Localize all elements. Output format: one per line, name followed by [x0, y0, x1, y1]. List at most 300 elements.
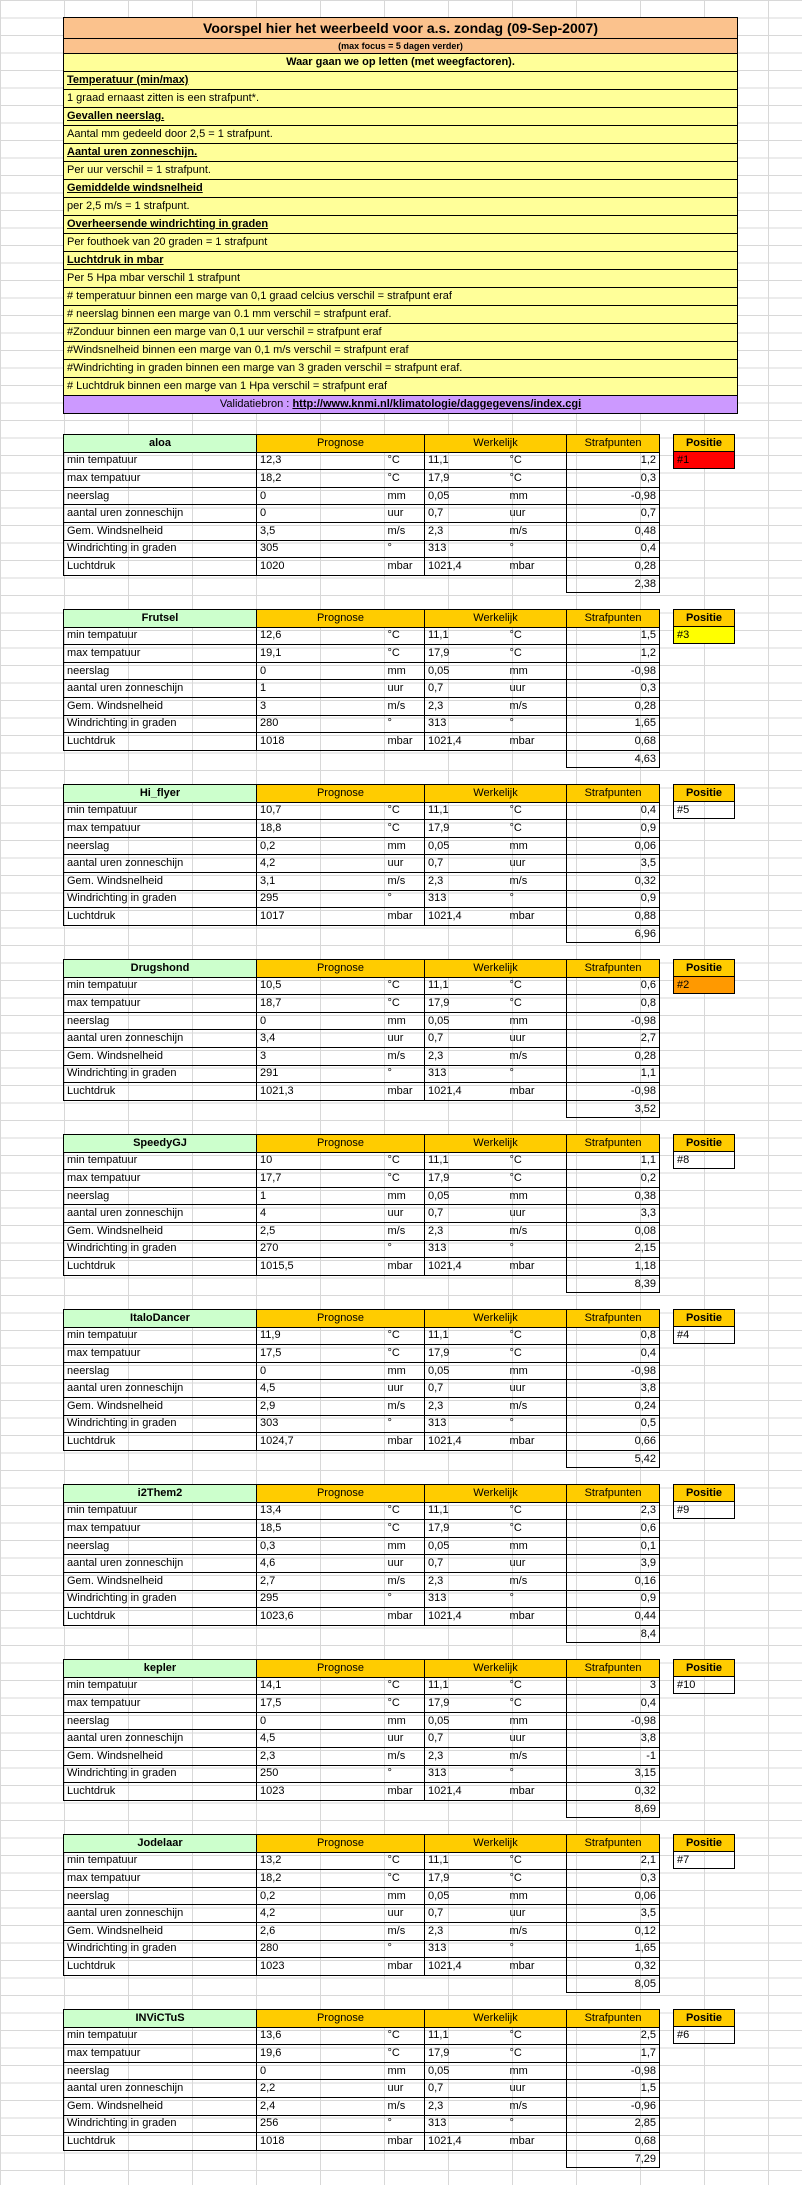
- prognose-value[interactable]: 280: [257, 715, 385, 733]
- position-value[interactable]: #10: [673, 1677, 735, 1694]
- actual-value[interactable]: 313: [425, 715, 507, 733]
- strafpunten-value[interactable]: 0,5: [567, 1415, 660, 1433]
- prognose-header[interactable]: Prognose: [257, 1485, 425, 1503]
- actual-unit[interactable]: °: [507, 1065, 567, 1083]
- prognose-unit[interactable]: °C: [385, 1345, 425, 1363]
- actual-unit[interactable]: °: [507, 1940, 567, 1958]
- prognose-value[interactable]: 18,7: [257, 995, 385, 1013]
- row-label[interactable]: min tempatuur: [64, 1502, 257, 1520]
- position-value[interactable]: #5: [673, 802, 735, 819]
- prognose-value[interactable]: 256: [257, 2115, 385, 2133]
- position-value[interactable]: #7: [673, 1852, 735, 1869]
- prognose-header[interactable]: Prognose: [257, 1310, 425, 1328]
- prognose-unit[interactable]: mbar: [385, 1433, 425, 1451]
- actual-value[interactable]: 0,05: [425, 1012, 507, 1030]
- prognose-value[interactable]: 17,7: [257, 1170, 385, 1188]
- actual-unit[interactable]: uur: [507, 2080, 567, 2098]
- prognose-unit[interactable]: uur: [385, 680, 425, 698]
- row-label[interactable]: neerslag: [64, 837, 257, 855]
- row-label[interactable]: min tempatuur: [64, 1327, 257, 1345]
- row-label[interactable]: max tempatuur: [64, 995, 257, 1013]
- player-name[interactable]: INViCTuS: [64, 2010, 257, 2028]
- actual-unit[interactable]: °C: [507, 1520, 567, 1538]
- player-name[interactable]: SpeedyGJ: [64, 1135, 257, 1153]
- prognose-unit[interactable]: mm: [385, 1362, 425, 1380]
- actual-unit[interactable]: °C: [507, 1327, 567, 1345]
- row-label[interactable]: Windrichting in graden: [64, 1240, 257, 1258]
- prognose-value[interactable]: 0: [257, 1362, 385, 1380]
- strafpunten-value[interactable]: 0,8: [567, 1327, 660, 1345]
- strafpunten-value[interactable]: 0,9: [567, 820, 660, 838]
- actual-unit[interactable]: uur: [507, 1730, 567, 1748]
- werkelijk-header[interactable]: Werkelijk: [425, 1135, 567, 1153]
- row-label[interactable]: neerslag: [64, 1012, 257, 1030]
- prognose-value[interactable]: 1: [257, 680, 385, 698]
- prognose-unit[interactable]: °C: [385, 627, 425, 645]
- strafpunten-header[interactable]: Strafpunten: [567, 960, 660, 978]
- strafpunten-value[interactable]: -0,98: [567, 1083, 660, 1101]
- prognose-unit[interactable]: uur: [385, 855, 425, 873]
- actual-unit[interactable]: m/s: [507, 2097, 567, 2115]
- row-label[interactable]: neerslag: [64, 1362, 257, 1380]
- actual-unit[interactable]: mm: [507, 1012, 567, 1030]
- prognose-unit[interactable]: °C: [385, 820, 425, 838]
- actual-unit[interactable]: m/s: [507, 1747, 567, 1765]
- prognose-value[interactable]: 1015,5: [257, 1258, 385, 1276]
- row-label[interactable]: Windrichting in graden: [64, 2115, 257, 2133]
- actual-value[interactable]: 0,7: [425, 1380, 507, 1398]
- row-label[interactable]: min tempatuur: [64, 452, 257, 470]
- strafpunten-value[interactable]: -0,98: [567, 2062, 660, 2080]
- prognose-unit[interactable]: mbar: [385, 1783, 425, 1801]
- prognose-unit[interactable]: °: [385, 2115, 425, 2133]
- prognose-value[interactable]: 1024,7: [257, 1433, 385, 1451]
- prognose-value[interactable]: 295: [257, 890, 385, 908]
- actual-unit[interactable]: uur: [507, 1555, 567, 1573]
- actual-value[interactable]: 0,7: [425, 1555, 507, 1573]
- strafpunten-value[interactable]: 0,28: [567, 697, 660, 715]
- prognose-value[interactable]: 291: [257, 1065, 385, 1083]
- total-strafpunten[interactable]: 3,52: [567, 1100, 660, 1118]
- prognose-value[interactable]: 0,2: [257, 1887, 385, 1905]
- prognose-header[interactable]: Prognose: [257, 960, 425, 978]
- actual-value[interactable]: 2,3: [425, 522, 507, 540]
- strafpunten-value[interactable]: 0,88: [567, 908, 660, 926]
- prognose-value[interactable]: 1017: [257, 908, 385, 926]
- actual-value[interactable]: 11,1: [425, 1677, 507, 1695]
- prognose-unit[interactable]: mm: [385, 837, 425, 855]
- actual-unit[interactable]: °C: [507, 1152, 567, 1170]
- actual-value[interactable]: 1021,4: [425, 1083, 507, 1101]
- actual-unit[interactable]: mbar: [507, 1083, 567, 1101]
- actual-unit[interactable]: mm: [507, 1537, 567, 1555]
- prognose-value[interactable]: 2,5: [257, 1222, 385, 1240]
- actual-value[interactable]: 2,3: [425, 1922, 507, 1940]
- prognose-header[interactable]: Prognose: [257, 2010, 425, 2028]
- strafpunten-value[interactable]: 1,1: [567, 1152, 660, 1170]
- actual-value[interactable]: 17,9: [425, 1695, 507, 1713]
- strafpunten-value[interactable]: 0,4: [567, 802, 660, 820]
- strafpunten-value[interactable]: 0,32: [567, 1783, 660, 1801]
- prognose-value[interactable]: 3,4: [257, 1030, 385, 1048]
- row-label[interactable]: neerslag: [64, 2062, 257, 2080]
- actual-value[interactable]: 0,7: [425, 855, 507, 873]
- prognose-unit[interactable]: m/s: [385, 1922, 425, 1940]
- actual-unit[interactable]: °C: [507, 645, 567, 663]
- prognose-unit[interactable]: mbar: [385, 1083, 425, 1101]
- strafpunten-header[interactable]: Strafpunten: [567, 610, 660, 628]
- actual-unit[interactable]: mbar: [507, 733, 567, 751]
- row-label[interactable]: aantal uren zonneschijn: [64, 1030, 257, 1048]
- actual-value[interactable]: 1021,4: [425, 1258, 507, 1276]
- prognose-unit[interactable]: m/s: [385, 1572, 425, 1590]
- actual-value[interactable]: 313: [425, 2115, 507, 2133]
- strafpunten-value[interactable]: 0,44: [567, 1608, 660, 1626]
- actual-unit[interactable]: uur: [507, 1030, 567, 1048]
- prognose-unit[interactable]: °C: [385, 1152, 425, 1170]
- strafpunten-value[interactable]: 3,5: [567, 855, 660, 873]
- row-label[interactable]: Luchtdruk: [64, 558, 257, 576]
- strafpunten-value[interactable]: 3,15: [567, 1765, 660, 1783]
- prognose-value[interactable]: 1: [257, 1187, 385, 1205]
- actual-unit[interactable]: mbar: [507, 1958, 567, 1976]
- strafpunten-value[interactable]: 1,5: [567, 2080, 660, 2098]
- row-label[interactable]: neerslag: [64, 1887, 257, 1905]
- strafpunten-value[interactable]: 1,2: [567, 452, 660, 470]
- strafpunten-value[interactable]: 1,1: [567, 1065, 660, 1083]
- prognose-header[interactable]: Prognose: [257, 1135, 425, 1153]
- actual-value[interactable]: 2,3: [425, 2097, 507, 2115]
- player-name[interactable]: Hi_flyer: [64, 785, 257, 803]
- row-label[interactable]: Gem. Windsnelheid: [64, 1922, 257, 1940]
- prognose-value[interactable]: 4,6: [257, 1555, 385, 1573]
- werkelijk-header[interactable]: Werkelijk: [425, 435, 567, 453]
- prognose-value[interactable]: 18,2: [257, 470, 385, 488]
- actual-unit[interactable]: mm: [507, 1712, 567, 1730]
- prognose-unit[interactable]: mbar: [385, 1958, 425, 1976]
- werkelijk-header[interactable]: Werkelijk: [425, 785, 567, 803]
- prognose-unit[interactable]: °: [385, 715, 425, 733]
- strafpunten-value[interactable]: 0,48: [567, 522, 660, 540]
- prognose-header[interactable]: Prognose: [257, 785, 425, 803]
- prognose-value[interactable]: 250: [257, 1765, 385, 1783]
- row-label[interactable]: Gem. Windsnelheid: [64, 2097, 257, 2115]
- actual-unit[interactable]: m/s: [507, 522, 567, 540]
- werkelijk-header[interactable]: Werkelijk: [425, 1485, 567, 1503]
- actual-unit[interactable]: mm: [507, 2062, 567, 2080]
- prognose-unit[interactable]: mbar: [385, 2133, 425, 2151]
- actual-unit[interactable]: mm: [507, 1362, 567, 1380]
- row-label[interactable]: max tempatuur: [64, 1345, 257, 1363]
- prognose-value[interactable]: 11,9: [257, 1327, 385, 1345]
- prognose-value[interactable]: 4: [257, 1205, 385, 1223]
- actual-unit[interactable]: °: [507, 1415, 567, 1433]
- prognose-value[interactable]: 1023: [257, 1958, 385, 1976]
- row-label[interactable]: aantal uren zonneschijn: [64, 1905, 257, 1923]
- prognose-value[interactable]: 1018: [257, 733, 385, 751]
- total-strafpunten[interactable]: 4,63: [567, 750, 660, 768]
- prognose-value[interactable]: 18,5: [257, 1520, 385, 1538]
- actual-value[interactable]: 313: [425, 890, 507, 908]
- strafpunten-header[interactable]: Strafpunten: [567, 435, 660, 453]
- actual-value[interactable]: 2,3: [425, 1572, 507, 1590]
- row-label[interactable]: Gem. Windsnelheid: [64, 1747, 257, 1765]
- actual-value[interactable]: 1021,4: [425, 558, 507, 576]
- row-label[interactable]: Gem. Windsnelheid: [64, 1572, 257, 1590]
- werkelijk-header[interactable]: Werkelijk: [425, 1660, 567, 1678]
- actual-value[interactable]: 313: [425, 1590, 507, 1608]
- actual-value[interactable]: 1021,4: [425, 733, 507, 751]
- prognose-header[interactable]: Prognose: [257, 1660, 425, 1678]
- actual-value[interactable]: 1021,4: [425, 1783, 507, 1801]
- actual-value[interactable]: 0,05: [425, 1537, 507, 1555]
- prognose-unit[interactable]: °: [385, 1940, 425, 1958]
- actual-value[interactable]: 1021,4: [425, 1433, 507, 1451]
- actual-unit[interactable]: mm: [507, 1187, 567, 1205]
- prognose-unit[interactable]: mm: [385, 1887, 425, 1905]
- strafpunten-value[interactable]: -0,98: [567, 487, 660, 505]
- prognose-unit[interactable]: °: [385, 1765, 425, 1783]
- actual-unit[interactable]: °C: [507, 452, 567, 470]
- strafpunten-header[interactable]: Strafpunten: [567, 1660, 660, 1678]
- strafpunten-value[interactable]: 0,6: [567, 977, 660, 995]
- actual-value[interactable]: 313: [425, 1415, 507, 1433]
- row-label[interactable]: Luchtdruk: [64, 908, 257, 926]
- row-label[interactable]: aantal uren zonneschijn: [64, 505, 257, 523]
- strafpunten-value[interactable]: 0,32: [567, 1958, 660, 1976]
- row-label[interactable]: max tempatuur: [64, 1520, 257, 1538]
- row-label[interactable]: Luchtdruk: [64, 1433, 257, 1451]
- werkelijk-header[interactable]: Werkelijk: [425, 1310, 567, 1328]
- row-label[interactable]: min tempatuur: [64, 977, 257, 995]
- prognose-value[interactable]: 0: [257, 662, 385, 680]
- strafpunten-value[interactable]: 1,65: [567, 1940, 660, 1958]
- prognose-unit[interactable]: mm: [385, 662, 425, 680]
- actual-unit[interactable]: °: [507, 715, 567, 733]
- actual-value[interactable]: 17,9: [425, 820, 507, 838]
- strafpunten-value[interactable]: 0,6: [567, 1520, 660, 1538]
- prognose-value[interactable]: 2,9: [257, 1397, 385, 1415]
- actual-value[interactable]: 11,1: [425, 1327, 507, 1345]
- total-strafpunten[interactable]: 8,4: [567, 1625, 660, 1643]
- actual-value[interactable]: 313: [425, 1765, 507, 1783]
- actual-value[interactable]: 2,3: [425, 1222, 507, 1240]
- actual-unit[interactable]: mbar: [507, 1608, 567, 1626]
- actual-value[interactable]: 0,05: [425, 662, 507, 680]
- prognose-unit[interactable]: °C: [385, 1852, 425, 1870]
- prognose-value[interactable]: 3: [257, 1047, 385, 1065]
- actual-unit[interactable]: mm: [507, 662, 567, 680]
- row-label[interactable]: Luchtdruk: [64, 2133, 257, 2151]
- prognose-unit[interactable]: m/s: [385, 872, 425, 890]
- strafpunten-header[interactable]: Strafpunten: [567, 2010, 660, 2028]
- werkelijk-header[interactable]: Werkelijk: [425, 610, 567, 628]
- row-label[interactable]: min tempatuur: [64, 802, 257, 820]
- prognose-value[interactable]: 1021,3: [257, 1083, 385, 1101]
- row-label[interactable]: Windrichting in graden: [64, 1065, 257, 1083]
- total-strafpunten[interactable]: 8,69: [567, 1800, 660, 1818]
- prognose-value[interactable]: 3,1: [257, 872, 385, 890]
- row-label[interactable]: Gem. Windsnelheid: [64, 522, 257, 540]
- position-value[interactable]: #8: [673, 1152, 735, 1169]
- actual-unit[interactable]: °: [507, 1240, 567, 1258]
- row-label[interactable]: max tempatuur: [64, 1870, 257, 1888]
- actual-value[interactable]: 17,9: [425, 1870, 507, 1888]
- actual-unit[interactable]: °: [507, 2115, 567, 2133]
- prognose-unit[interactable]: m/s: [385, 1747, 425, 1765]
- strafpunten-value[interactable]: 0,66: [567, 1433, 660, 1451]
- row-label[interactable]: min tempatuur: [64, 1152, 257, 1170]
- prognose-unit[interactable]: °C: [385, 1677, 425, 1695]
- total-strafpunten[interactable]: 7,29: [567, 2150, 660, 2168]
- strafpunten-value[interactable]: 0,06: [567, 837, 660, 855]
- player-name[interactable]: i2Them2: [64, 1485, 257, 1503]
- row-label[interactable]: Windrichting in graden: [64, 890, 257, 908]
- prognose-unit[interactable]: uur: [385, 1555, 425, 1573]
- prognose-value[interactable]: 10: [257, 1152, 385, 1170]
- actual-unit[interactable]: m/s: [507, 697, 567, 715]
- actual-value[interactable]: 11,1: [425, 802, 507, 820]
- actual-value[interactable]: 17,9: [425, 995, 507, 1013]
- row-label[interactable]: Windrichting in graden: [64, 715, 257, 733]
- row-label[interactable]: neerslag: [64, 662, 257, 680]
- strafpunten-header[interactable]: Strafpunten: [567, 1310, 660, 1328]
- prognose-value[interactable]: 19,1: [257, 645, 385, 663]
- row-label[interactable]: min tempatuur: [64, 1677, 257, 1695]
- prognose-value[interactable]: 13,2: [257, 1852, 385, 1870]
- row-label[interactable]: min tempatuur: [64, 1852, 257, 1870]
- strafpunten-value[interactable]: 3: [567, 1677, 660, 1695]
- strafpunten-value[interactable]: 2,3: [567, 1502, 660, 1520]
- row-label[interactable]: Windrichting in graden: [64, 540, 257, 558]
- strafpunten-value[interactable]: 0,28: [567, 558, 660, 576]
- actual-value[interactable]: 17,9: [425, 1170, 507, 1188]
- strafpunten-value[interactable]: 1,18: [567, 1258, 660, 1276]
- werkelijk-header[interactable]: Werkelijk: [425, 1835, 567, 1853]
- prognose-unit[interactable]: °C: [385, 1520, 425, 1538]
- actual-unit[interactable]: mm: [507, 1887, 567, 1905]
- prognose-unit[interactable]: mm: [385, 1012, 425, 1030]
- row-label[interactable]: Luchtdruk: [64, 1958, 257, 1976]
- actual-value[interactable]: 11,1: [425, 452, 507, 470]
- actual-value[interactable]: 0,7: [425, 680, 507, 698]
- row-label[interactable]: Windrichting in graden: [64, 1940, 257, 1958]
- strafpunten-header[interactable]: Strafpunten: [567, 785, 660, 803]
- player-name[interactable]: Jodelaar: [64, 1835, 257, 1853]
- position-value[interactable]: #9: [673, 1502, 735, 1519]
- prognose-value[interactable]: 3,5: [257, 522, 385, 540]
- actual-unit[interactable]: m/s: [507, 1397, 567, 1415]
- prognose-value[interactable]: 12,6: [257, 627, 385, 645]
- player-name[interactable]: kepler: [64, 1660, 257, 1678]
- actual-unit[interactable]: mm: [507, 487, 567, 505]
- actual-value[interactable]: 313: [425, 540, 507, 558]
- strafpunten-value[interactable]: 0,4: [567, 540, 660, 558]
- position-value[interactable]: #6: [673, 2027, 735, 2044]
- row-label[interactable]: neerslag: [64, 487, 257, 505]
- position-value[interactable]: #3: [673, 627, 735, 644]
- strafpunten-value[interactable]: 0,9: [567, 1590, 660, 1608]
- prognose-value[interactable]: 12,3: [257, 452, 385, 470]
- actual-value[interactable]: 0,05: [425, 1712, 507, 1730]
- prognose-value[interactable]: 295: [257, 1590, 385, 1608]
- actual-unit[interactable]: °: [507, 540, 567, 558]
- actual-unit[interactable]: °C: [507, 1345, 567, 1363]
- strafpunten-header[interactable]: Strafpunten: [567, 1485, 660, 1503]
- actual-value[interactable]: 0,7: [425, 1205, 507, 1223]
- actual-unit[interactable]: °C: [507, 802, 567, 820]
- strafpunten-value[interactable]: 1,65: [567, 715, 660, 733]
- prognose-value[interactable]: 3: [257, 697, 385, 715]
- prognose-value[interactable]: 4,5: [257, 1730, 385, 1748]
- actual-value[interactable]: 0,7: [425, 1905, 507, 1923]
- actual-value[interactable]: 17,9: [425, 645, 507, 663]
- strafpunten-value[interactable]: -0,96: [567, 2097, 660, 2115]
- prognose-value[interactable]: 0,3: [257, 1537, 385, 1555]
- actual-unit[interactable]: mbar: [507, 1433, 567, 1451]
- strafpunten-value[interactable]: 3,8: [567, 1380, 660, 1398]
- total-strafpunten[interactable]: 6,96: [567, 925, 660, 943]
- actual-value[interactable]: 0,05: [425, 2062, 507, 2080]
- prognose-value[interactable]: 280: [257, 1940, 385, 1958]
- actual-value[interactable]: 11,1: [425, 1152, 507, 1170]
- prognose-value[interactable]: 0: [257, 2062, 385, 2080]
- actual-unit[interactable]: °: [507, 1590, 567, 1608]
- total-strafpunten[interactable]: 8,05: [567, 1975, 660, 1993]
- actual-value[interactable]: 0,05: [425, 487, 507, 505]
- strafpunten-value[interactable]: 3,9: [567, 1555, 660, 1573]
- prognose-value[interactable]: 4,2: [257, 855, 385, 873]
- strafpunten-value[interactable]: -1: [567, 1747, 660, 1765]
- row-label[interactable]: max tempatuur: [64, 470, 257, 488]
- strafpunten-value[interactable]: 1,5: [567, 627, 660, 645]
- actual-value[interactable]: 2,3: [425, 872, 507, 890]
- prognose-unit[interactable]: °C: [385, 645, 425, 663]
- row-label[interactable]: Gem. Windsnelheid: [64, 872, 257, 890]
- strafpunten-value[interactable]: 0,24: [567, 1397, 660, 1415]
- actual-value[interactable]: 2,3: [425, 1397, 507, 1415]
- actual-value[interactable]: 0,7: [425, 1030, 507, 1048]
- actual-unit[interactable]: uur: [507, 505, 567, 523]
- actual-unit[interactable]: mbar: [507, 908, 567, 926]
- strafpunten-value[interactable]: -0,98: [567, 662, 660, 680]
- actual-value[interactable]: 313: [425, 1240, 507, 1258]
- strafpunten-header[interactable]: Strafpunten: [567, 1135, 660, 1153]
- actual-unit[interactable]: °: [507, 1765, 567, 1783]
- actual-value[interactable]: 313: [425, 1065, 507, 1083]
- actual-value[interactable]: 11,1: [425, 1852, 507, 1870]
- strafpunten-value[interactable]: 2,7: [567, 1030, 660, 1048]
- total-strafpunten[interactable]: 8,39: [567, 1275, 660, 1293]
- prognose-unit[interactable]: °C: [385, 1695, 425, 1713]
- prognose-unit[interactable]: °C: [385, 470, 425, 488]
- werkelijk-header[interactable]: Werkelijk: [425, 960, 567, 978]
- prognose-unit[interactable]: mm: [385, 1712, 425, 1730]
- prognose-value[interactable]: 1018: [257, 2133, 385, 2151]
- prognose-unit[interactable]: mbar: [385, 558, 425, 576]
- prognose-unit[interactable]: °C: [385, 452, 425, 470]
- row-label[interactable]: aantal uren zonneschijn: [64, 1205, 257, 1223]
- prognose-header[interactable]: Prognose: [257, 610, 425, 628]
- actual-unit[interactable]: uur: [507, 680, 567, 698]
- prognose-unit[interactable]: uur: [385, 2080, 425, 2098]
- strafpunten-value[interactable]: 3,8: [567, 1730, 660, 1748]
- prognose-unit[interactable]: °C: [385, 1870, 425, 1888]
- strafpunten-value[interactable]: 0,08: [567, 1222, 660, 1240]
- prognose-header[interactable]: Prognose: [257, 1835, 425, 1853]
- row-label[interactable]: aantal uren zonneschijn: [64, 1555, 257, 1573]
- prognose-value[interactable]: 0,2: [257, 837, 385, 855]
